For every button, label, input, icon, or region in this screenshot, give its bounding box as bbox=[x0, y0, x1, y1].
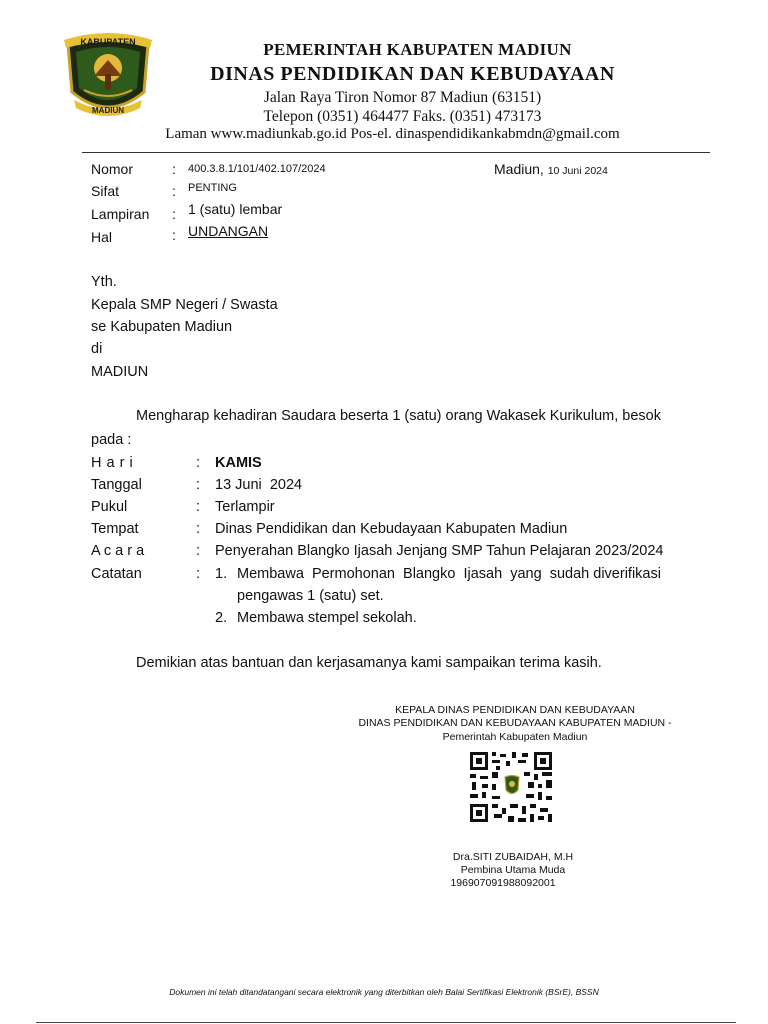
note-1-line2: pengawas 1 (satu) set. bbox=[237, 588, 384, 604]
sifat-value: PENTING bbox=[188, 182, 237, 194]
signer-rank: Pembina Utama Muda bbox=[460, 864, 566, 876]
acara-label: A c a r a bbox=[91, 543, 145, 559]
sifat-label: Sifat bbox=[91, 183, 120, 199]
pukul-colon: : bbox=[196, 499, 201, 515]
recipient-greeting: Yth. bbox=[91, 274, 117, 290]
svg-text:MADIUN: MADIUN bbox=[92, 106, 124, 115]
nomor-value: 400.3.8.1/101/402.107/2024 bbox=[188, 163, 326, 175]
acara-colon: : bbox=[196, 543, 201, 559]
signer-name: Dra.SITI ZUBAIDAH, M.H bbox=[452, 851, 574, 863]
hari-colon: : bbox=[196, 455, 201, 471]
recipient-area: se Kabupaten Madiun bbox=[91, 319, 233, 335]
tanggal-colon: : bbox=[196, 477, 201, 493]
pukul-label: Pukul bbox=[91, 499, 128, 515]
hal-value: UNDANGAN bbox=[188, 223, 269, 239]
tanggal-value: 13 Juni 2024 bbox=[215, 477, 303, 493]
hari-label: H a r i bbox=[91, 455, 134, 471]
signer-title-2: DINAS PENDIDIKAN DAN KEBUDAYAAN KABUPATEN MADIUN - bbox=[358, 717, 672, 729]
intro-paragraph-line1: Mengharap kehadiran Saudara beserta 1 (satu) orang Wakasek Kurikulum, besok bbox=[136, 408, 661, 424]
nomor-label: Nomor bbox=[91, 161, 134, 177]
tempat-value: Dinas Pendidikan dan Kebudayaan Kabupaten Madiun bbox=[215, 521, 568, 537]
letter-place-date bbox=[494, 161, 608, 177]
acara-value: Penyerahan Blangko Ijasah Jenjang SMP Tahun Pelajaran 2023/2024 bbox=[215, 543, 664, 559]
letterhead-divider bbox=[82, 152, 710, 153]
letter-place: Madiun, bbox=[494, 161, 544, 177]
tempat-label: Tempat bbox=[91, 521, 139, 537]
letterhead-agency: DINAS PENDIDIKAN DAN KEBUDAYAAN bbox=[210, 63, 615, 85]
signer-title-3: Pemerintah Kabupaten Madiun bbox=[442, 731, 588, 743]
recipient-city: MADIUN bbox=[91, 364, 149, 380]
note-1-line1: Membawa Permohonan Blangko Ijasah yang sudah diverifikasi bbox=[237, 566, 661, 582]
hari-value: KAMIS bbox=[215, 455, 262, 471]
letter-date: 10 Juni 2024 bbox=[547, 165, 608, 177]
note-1-number: 1. bbox=[215, 566, 228, 582]
signer-title-1: KEPALA DINAS PENDIDIKAN DAN KEBUDAYAAN bbox=[395, 704, 635, 716]
hal-label: Hal bbox=[91, 229, 113, 245]
hal-colon: : bbox=[172, 227, 176, 243]
pukul-value: Terlampir bbox=[215, 499, 275, 515]
lampiran-label: Lampiran bbox=[91, 206, 150, 222]
electronic-signature-notice: Dokumen ini telah ditandatangani secara elektronik yang diterbitkan oleh Balai Sertifikasi Elektronik (BSrE), BSSN bbox=[169, 987, 599, 997]
recipient-di: di bbox=[91, 341, 103, 357]
tempat-colon: : bbox=[196, 521, 201, 537]
svg-text:KABUPATEN: KABUPATEN bbox=[80, 37, 136, 47]
tanggal-label: Tanggal bbox=[91, 477, 142, 493]
catatan-label: Catatan bbox=[91, 566, 142, 582]
lampiran-value: 1 (satu) lembar bbox=[188, 201, 283, 217]
intro-paragraph-line2: pada : bbox=[91, 432, 132, 448]
closing-sentence: Demikian atas bantuan dan kerjasamanya kami sampaikan terima kasih. bbox=[136, 655, 602, 671]
nomor-colon: : bbox=[172, 161, 176, 177]
lampiran-colon: : bbox=[172, 206, 176, 222]
letterhead-government: PEMERINTAH KABUPATEN MADIUN bbox=[263, 40, 572, 59]
letterhead-phone: Telepon (0351) 464477 Faks. (0351) 473173 bbox=[263, 108, 542, 125]
qr-code-signature bbox=[468, 750, 554, 824]
signer-nip: 196907091988092001 bbox=[450, 877, 556, 889]
note-2-number: 2. bbox=[215, 610, 228, 626]
sifat-colon: : bbox=[172, 183, 176, 199]
catatan-colon: : bbox=[196, 566, 201, 582]
letterhead-address: Jalan Raya Tiron Nomor 87 Madiun (63151) bbox=[263, 89, 542, 106]
note-2: Membawa stempel sekolah. bbox=[237, 610, 417, 626]
footer-divider bbox=[36, 1022, 736, 1023]
recipient-title: Kepala SMP Negeri / Swasta bbox=[91, 297, 278, 313]
letterhead-web-email: Laman www.madiunkab.go.id Pos-el. dinaspendidikankabmdn@gmail.com bbox=[165, 126, 620, 142]
